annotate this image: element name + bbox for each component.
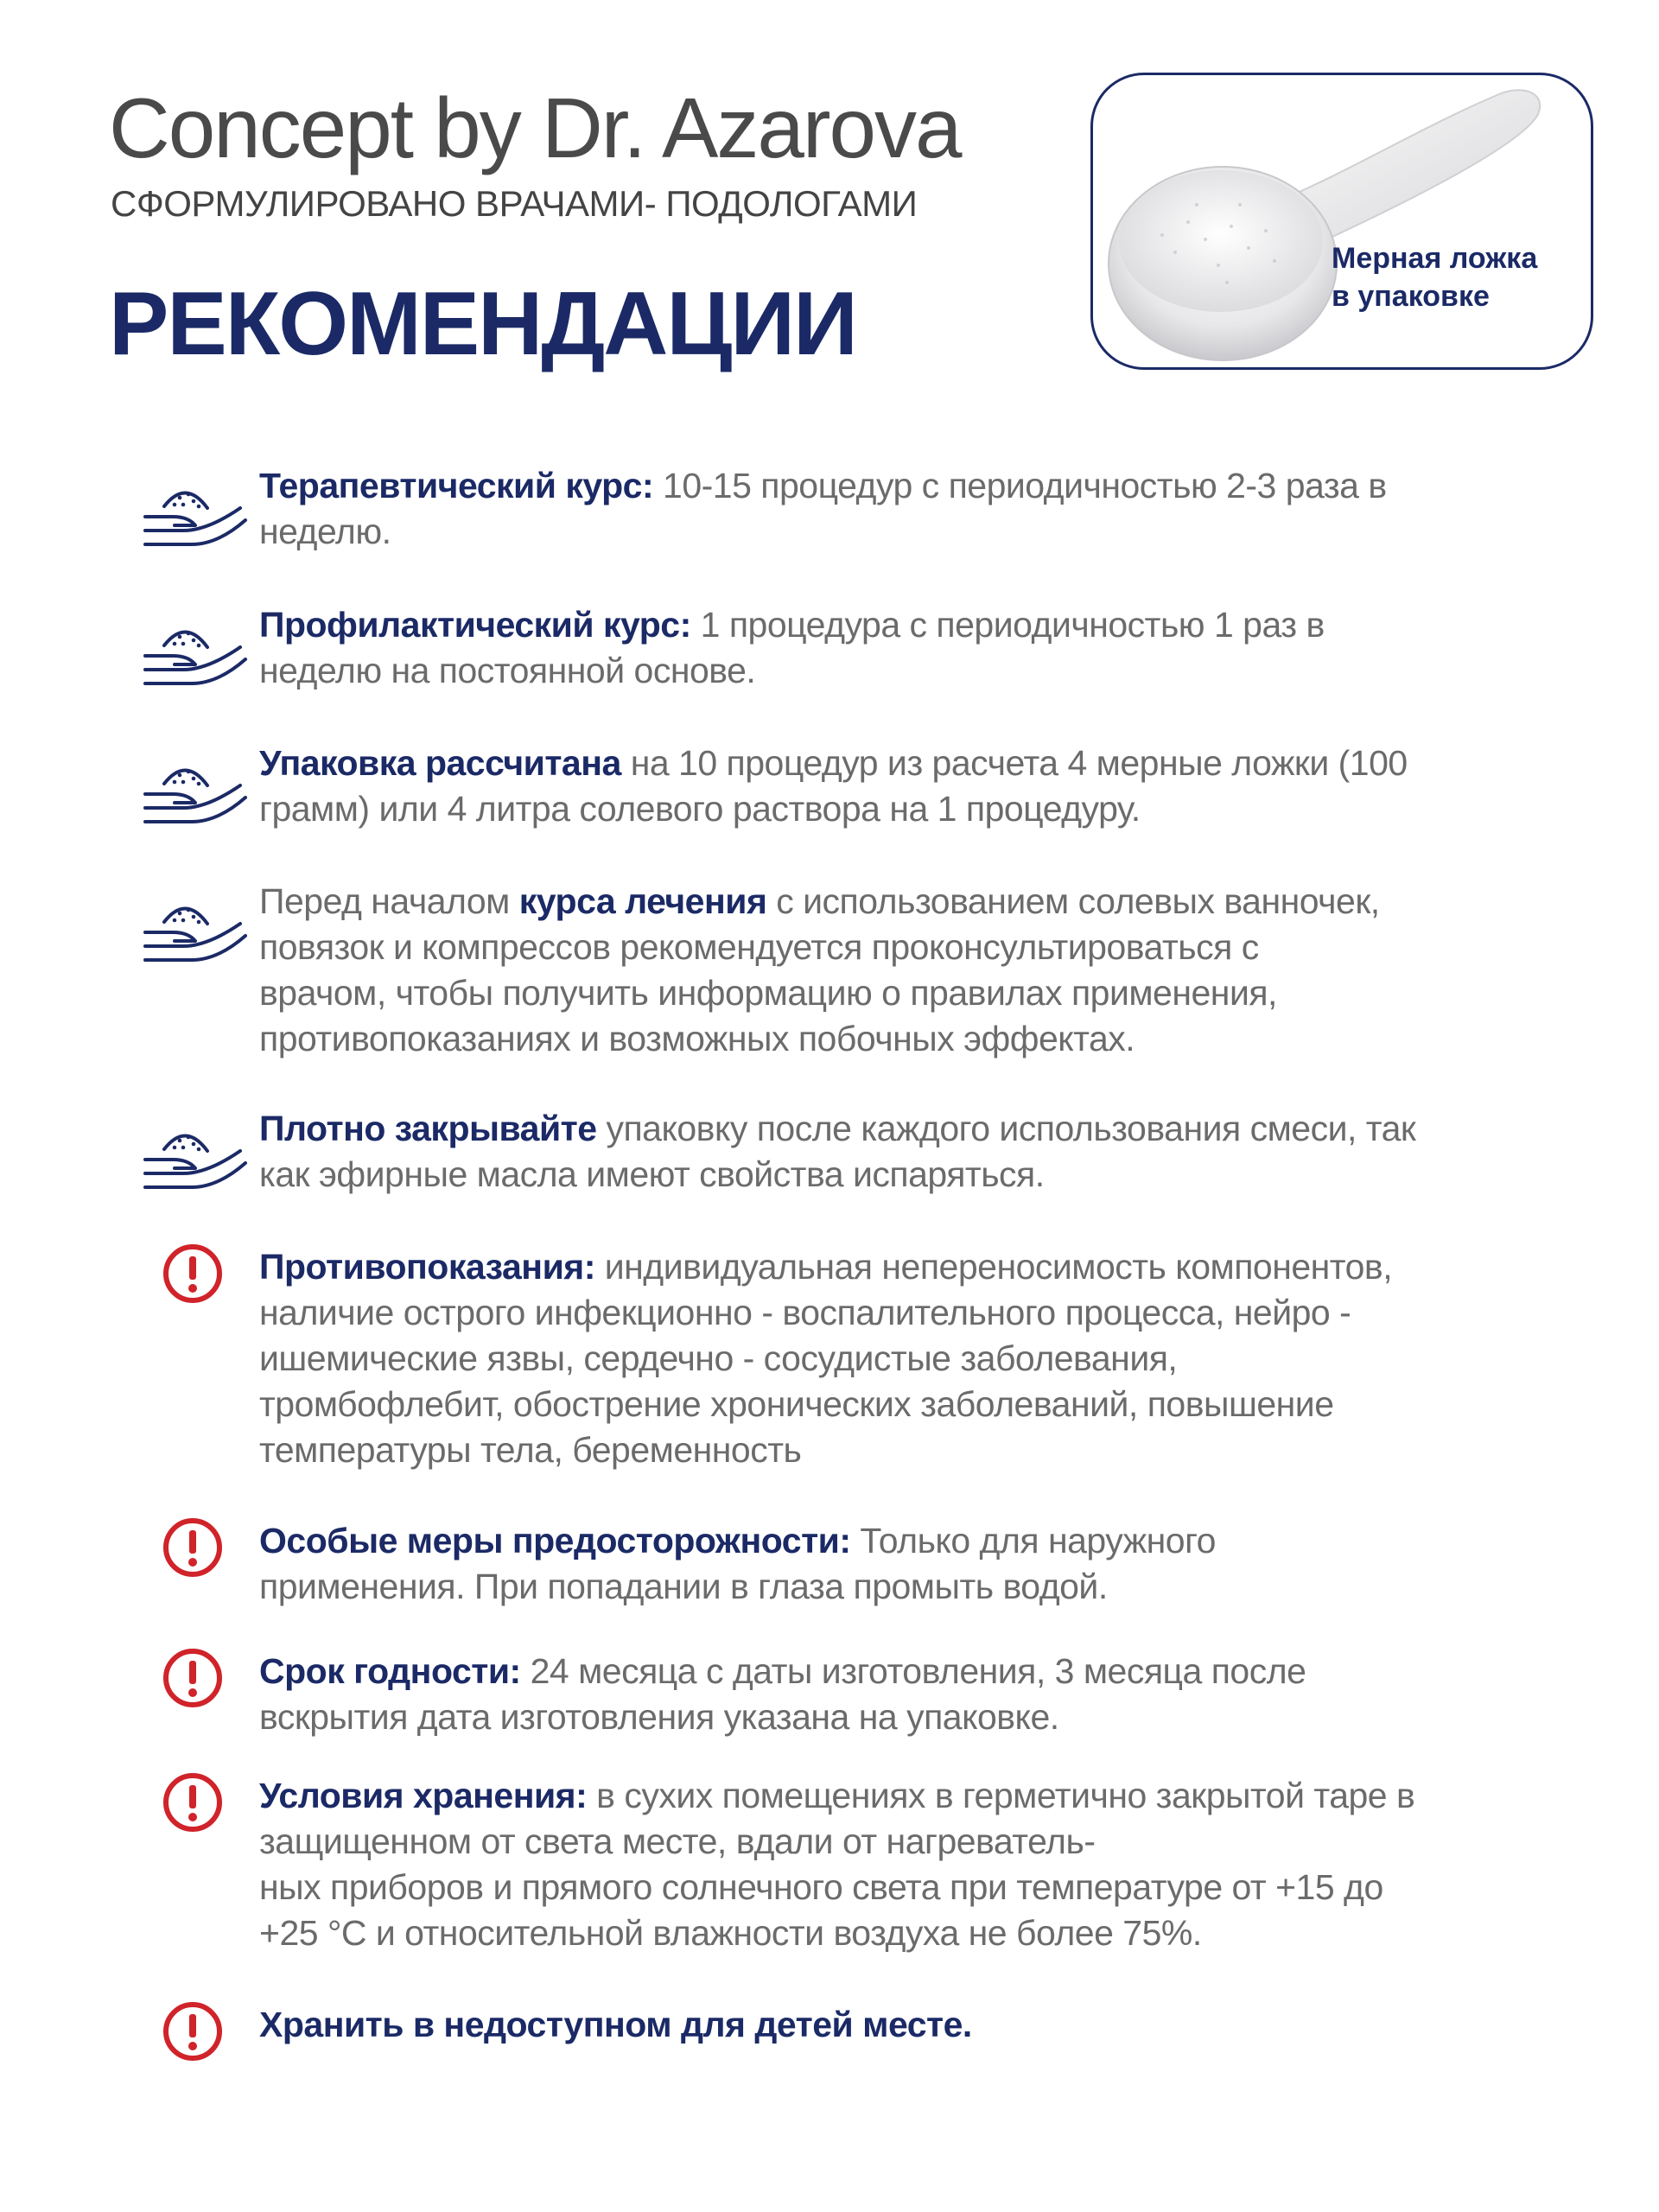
- item-bold: Особые меры предосторожности:: [259, 1521, 851, 1560]
- item-line: грамм) или 4 литра солевого раствора на 1 процедуру.: [259, 789, 1141, 829]
- item-rest: упаковку после каждого использования смеси, так: [596, 1109, 1416, 1148]
- item-line: наличие острого инфекционно - воспалительного процесса, нейро -: [259, 1293, 1351, 1332]
- item-rest: Только для наружного: [850, 1521, 1216, 1560]
- item-line: противопоказаниях и возможных побочных эффектах.: [259, 1019, 1135, 1058]
- item-line: +25 °С и относительной влажности воздуха не более 75%.: [259, 1913, 1202, 1953]
- item-text: [259, 1518, 1590, 1610]
- hand-salt-icon: [138, 602, 251, 697]
- item-text: [259, 463, 1590, 555]
- hand-salt-icon: [138, 1106, 251, 1201]
- item-bold: Хранить в недоступном для детей месте.: [259, 2005, 972, 2044]
- item-text: [259, 1106, 1590, 1198]
- item-line: ишемические язвы, сердечно - сосудистые заболевания,: [259, 1338, 1178, 1378]
- item-text: [259, 1244, 1590, 1473]
- item-rest: индивидуальная непереносимость компонентов,: [594, 1247, 1393, 1287]
- exclamation-circle-icon: [158, 1239, 227, 1308]
- item-rest: на 10 процедур из расчета 4 мерные ложки (100: [620, 743, 1408, 783]
- item-bold: Срок годности:: [259, 1651, 521, 1691]
- item-rest: в сухих помещениях в герметично закрытой таре в: [587, 1776, 1415, 1815]
- item-line: неделю на постоянной основе.: [259, 651, 756, 690]
- exclamation-circle-icon: [158, 1997, 227, 2066]
- hand-salt-icon: [138, 741, 251, 836]
- subtitle: СФОРМУЛИРОВАНО ВРАЧАМИ- ПОДОЛОГАМИ: [111, 183, 918, 224]
- brand-title: Concept by Dr. Azarova: [109, 80, 961, 175]
- item-line: вскрытия дата изготовления указана на упаковке.: [259, 1697, 1059, 1737]
- item-bold: Профилактический курс:: [259, 605, 691, 645]
- item-bold: Условия хранения:: [259, 1776, 588, 1815]
- item-line: применения. При попадании в глаза промыть водой.: [259, 1567, 1108, 1606]
- item-rest: 24 месяца с даты изготовления, 3 месяца после: [520, 1651, 1306, 1691]
- item-text: [259, 741, 1590, 832]
- item-line: неделю.: [259, 512, 391, 551]
- page-heading: РЕКОМЕНДАЦИИ: [109, 274, 856, 374]
- item-rest: 10-15 процедур с периодичностью 2-3 раза в: [653, 466, 1387, 505]
- item-bold: Противопоказания:: [259, 1247, 595, 1287]
- item-bold: Плотно закрывайте: [259, 1109, 597, 1148]
- item-line: защищенном от света месте, вдали от нагреватель-: [259, 1821, 1096, 1861]
- item-bold: Упаковка рассчитана: [259, 743, 621, 783]
- hand-salt-icon: [138, 879, 251, 974]
- item-text: [259, 602, 1590, 694]
- spoon-label-line1: Мерная ложка: [1332, 242, 1538, 275]
- item-line: как эфирные масла имеют свойства испаряться.: [259, 1154, 1045, 1194]
- item-line: температуры тела, беременность: [259, 1430, 802, 1470]
- exclamation-circle-icon: [158, 1513, 227, 1582]
- item-text: [259, 2002, 1590, 2048]
- item-rest: с использованием солевых ванночек,: [766, 881, 1380, 921]
- item-text: [259, 879, 1590, 1062]
- item-line: ных приборов и прямого солнечного света при температуре от +15 до: [259, 1867, 1383, 1907]
- exclamation-circle-icon: [158, 1643, 227, 1713]
- item-text: [259, 1773, 1590, 1956]
- item-text: [259, 1649, 1590, 1740]
- item-line: тромбофлебит, обострение хронических заболеваний, повышение: [259, 1384, 1334, 1424]
- item-line: врачом, чтобы получить информацию о правилах применения,: [259, 973, 1277, 1013]
- hand-salt-icon: [138, 463, 251, 558]
- item-bold: курса лечения: [518, 881, 767, 921]
- item-bold: Терапевтический курс:: [259, 466, 654, 505]
- item-pre: Перед началом: [259, 881, 519, 921]
- item-line: повязок и компрессов рекомендуется проконсультироваться с: [259, 927, 1259, 967]
- exclamation-circle-icon: [158, 1768, 227, 1837]
- spoon-label-line2: в упаковке: [1332, 280, 1490, 314]
- item-rest: 1 процедура с периодичностью 1 раз в: [690, 605, 1325, 645]
